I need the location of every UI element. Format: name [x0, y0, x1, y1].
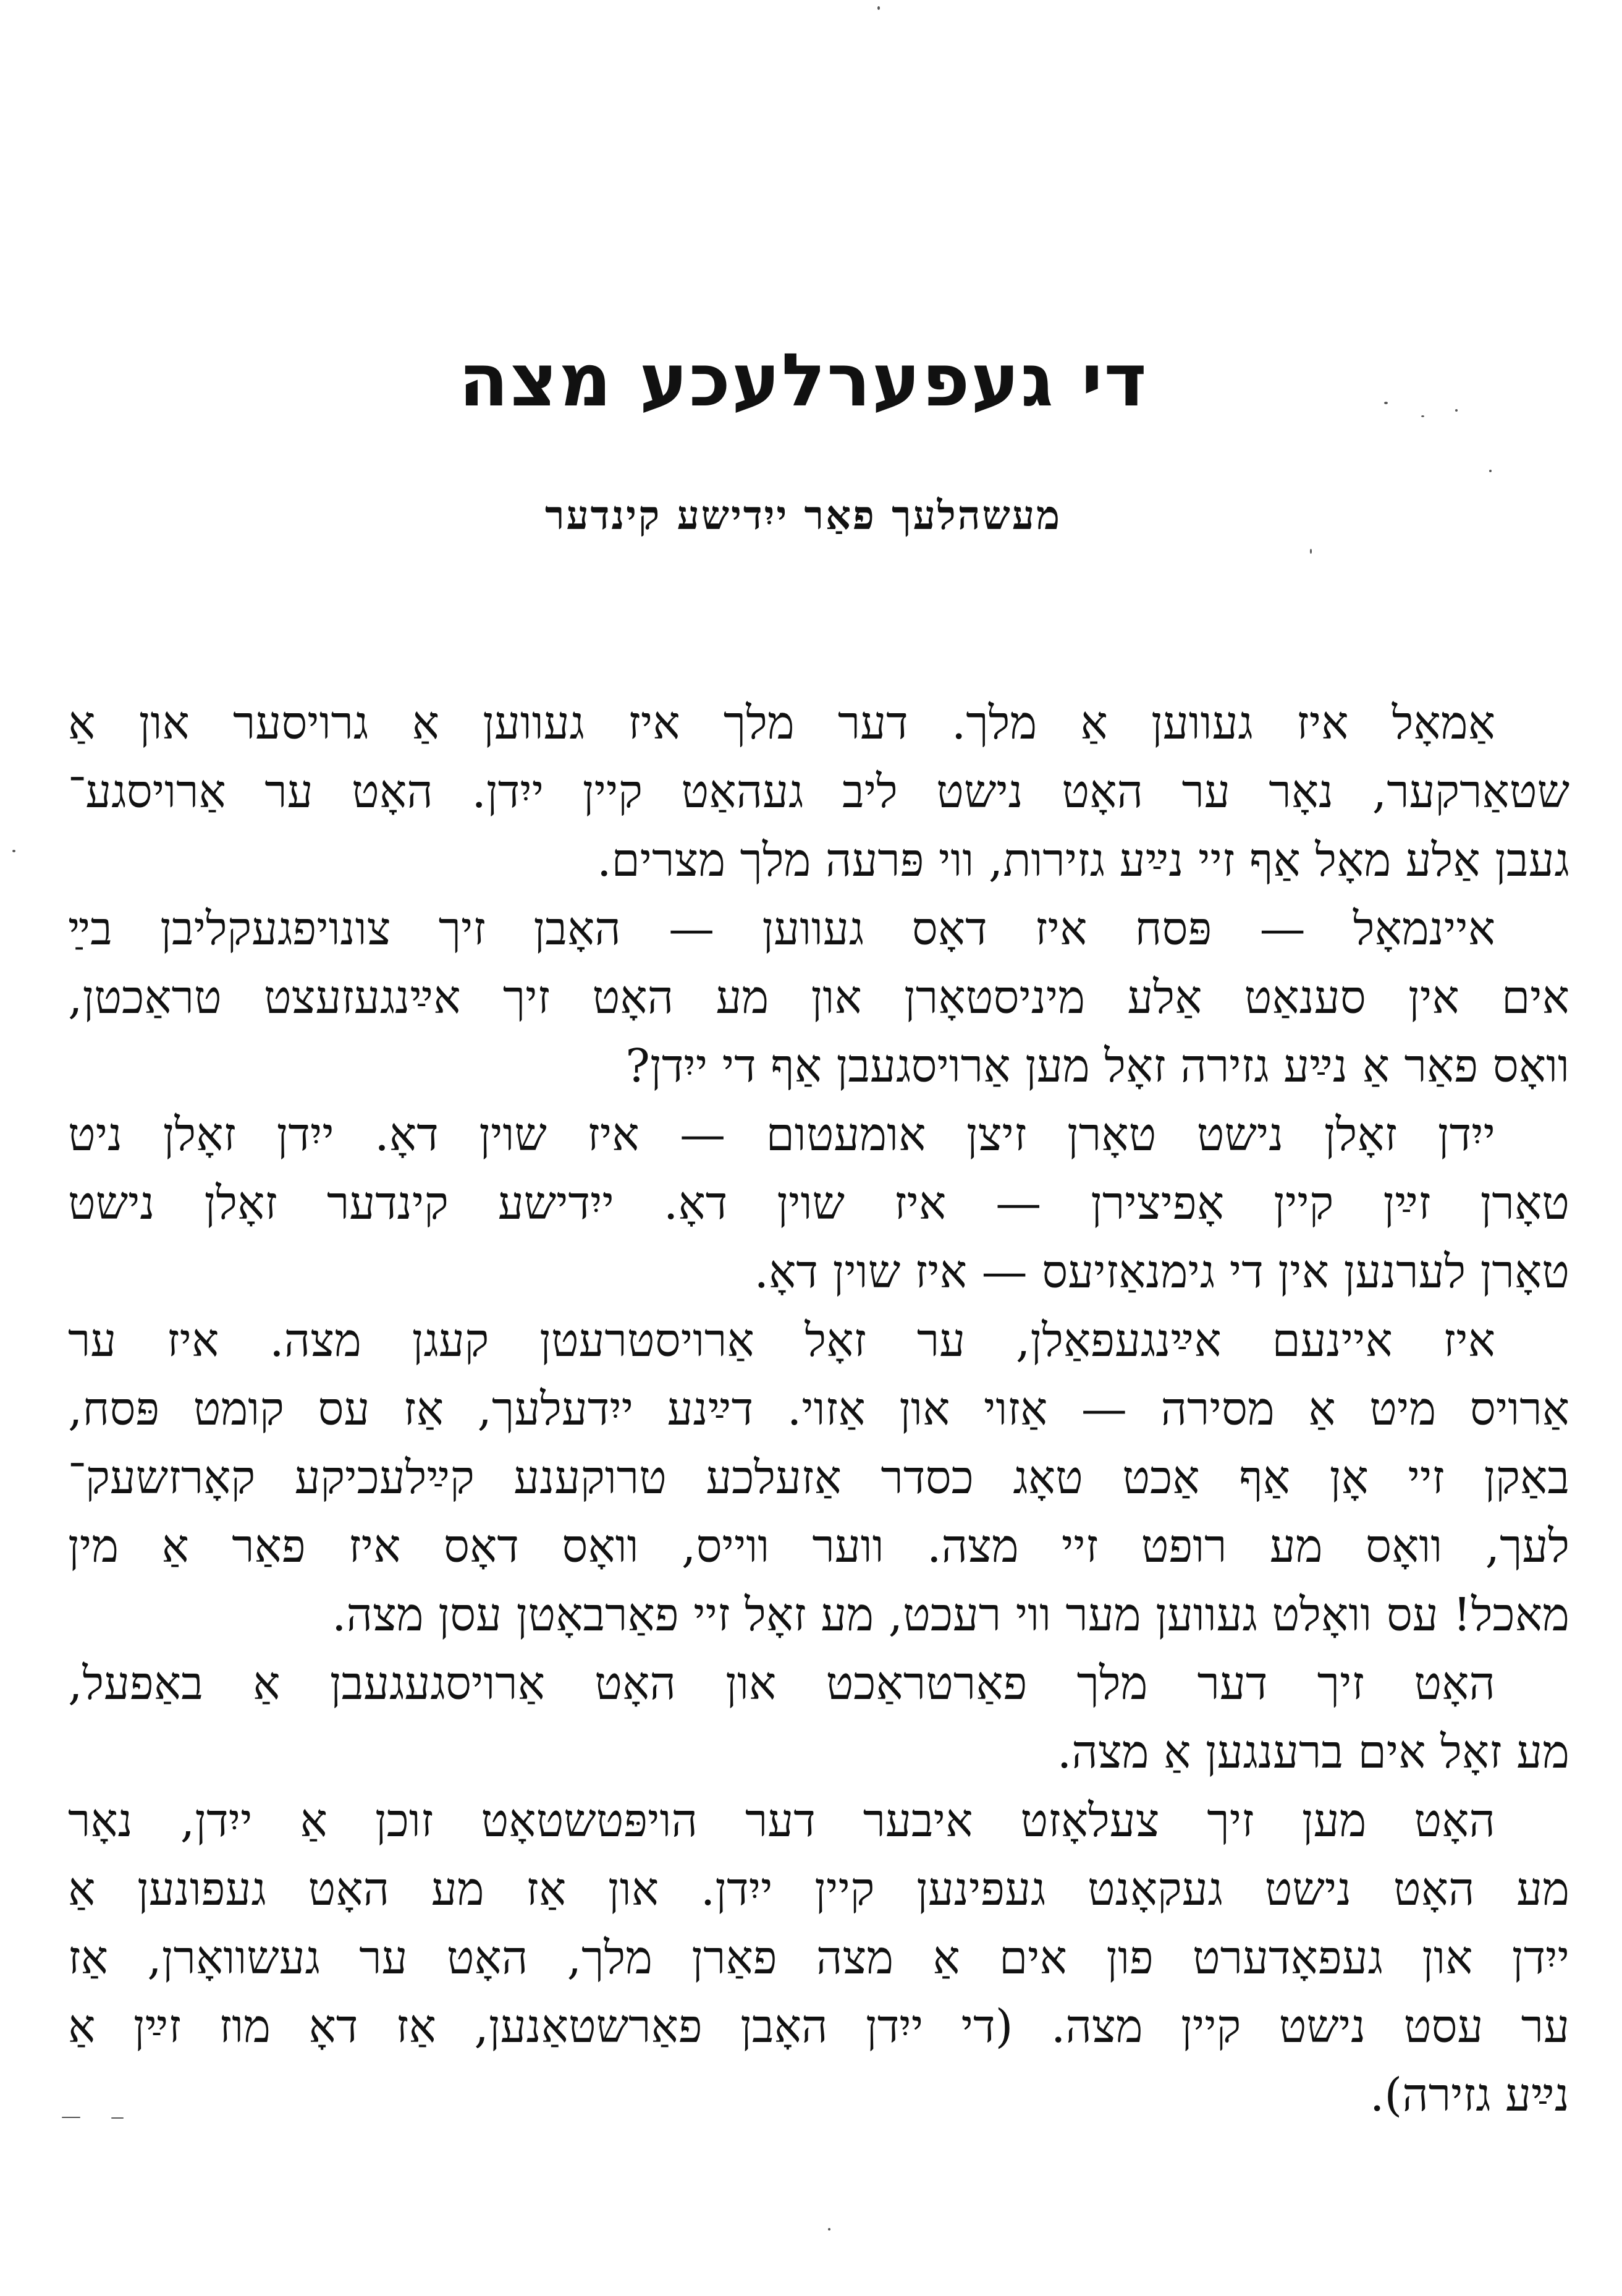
text-line: געבן אַלע מאָל אַף זיי נײַע גזירות, ווי פּרעה מלך מצרים.: [596, 834, 1569, 887]
text-line: האָט זיך דער מלך פאַרטראַכט און האָט אַרויסגעגעבן אַ באַפעל,: [68, 1657, 1496, 1710]
text-line: מע האָט נישט געקאָנט געפינען קיין ייִדן. און אַז מע האָט געפונען אַ: [68, 1863, 1569, 1916]
paragraph: [68, 1650, 1569, 1787]
text-line: מע זאָל אים ברענגען אַ מצה.: [1057, 1726, 1569, 1779]
text-line: איינמאָל — פּסח איז דאָס געווען — האָבן זיך צונויפגעקליבן בײַ: [68, 902, 1495, 955]
text-line: ייִדן און געפאָדערט פון אים אַ מצה פאַרן מלך, האָט ער געשוואָרן, אַז: [68, 1931, 1569, 1985]
text-line: אים אין סענאַט אַלע מיניסטאָרן און מע האָט זיך אײַנגעזעצט טראַכטן,: [68, 971, 1569, 1024]
scan-speck: [12, 850, 15, 852]
scan-speck: [877, 6, 880, 10]
text-line: אַמאָל איז געווען אַ מלך. דער מלך איז געווען אַ גרויסער און אַ: [68, 697, 1495, 750]
text-line: ער עסט נישט קיין מצה. (די ייִדן האָבן פאַרשטאַנען, אַז דאָ מוז זײַן אַ: [68, 2000, 1569, 2053]
paragraph: [68, 689, 1569, 895]
text-line: שטאַרקער, נאָר ער האָט נישט ליב געהאַט קיין ייִדן. האָט ער אַרויסגע־: [68, 765, 1569, 818]
scan-speck: [1455, 409, 1458, 412]
scan-speck: [1384, 402, 1388, 404]
text-line: אַרויס מיט אַ מסירה — אַזוי און אַזוי. דײַנע ייִדעלעך, אַז עס קומט פּסח,: [68, 1383, 1569, 1436]
text-line: טאָרן זײַן קיין אָפיצירן — איז שוין דאָ. ייִדישע קינדער זאָלן נישט: [68, 1177, 1569, 1230]
page-title: די געפערלעכע מצה: [458, 337, 1148, 423]
paragraph: [68, 1307, 1569, 1650]
page-subtitle: מעשהלעך פאַר ייִדישע קינדער: [545, 493, 1062, 539]
scan-speck: [111, 2117, 124, 2119]
text-line: האָט מען זיך צעלאָזט איבער דער הויפּטשטאָט זוכן אַ ייִדן, נאָר: [68, 1794, 1495, 1847]
scan-speck: [62, 2117, 80, 2118]
text-line: באַקן זיי אָן אַף אַכט טאָג כסדר אַזעלכע טרוקענע קײַלעכיקע קאָרזשעק־: [68, 1451, 1569, 1504]
text-line: ייִדן זאָלן נישט טאָרן זיצן אומעטום — איז שוין דאָ. ייִדן זאָלן ניט: [68, 1108, 1495, 1161]
story-body: [68, 689, 1569, 2130]
text-line: לעך, וואָס מע רופט זיי מצה. ווער ווייס, וואָס דאָס איז פאַר אַ מין: [68, 1520, 1569, 1573]
scan-speck: [828, 2228, 830, 2230]
scan-speck: [1421, 415, 1424, 417]
text-line: טאָרן לערנען אין די גימנאַזיעס — איז שוין דאָ.: [754, 1245, 1569, 1298]
scan-speck: [1310, 549, 1312, 554]
paragraph: [68, 895, 1569, 1101]
text-line: נײַע גזירה).: [1369, 2069, 1569, 2122]
text-line: מאכל! עס וואָלט געווען מער ווי רעכט, מע זאָל זיי פאַרבאָטן עסן מצה.: [331, 1588, 1569, 1642]
paragraph: [68, 1787, 1569, 2130]
text-line: וואָס פאַר אַ נײַע גזירה זאָל מען אַרויסגעבן אַף די ייִדן?: [625, 1040, 1569, 1093]
paragraph: [68, 1101, 1569, 1307]
scan-speck: [1489, 470, 1492, 472]
text-line: איז איינעם אײַנגעפאַלן, ער זאָל אַרויסטרעטן קעגן מצה. איז ער: [68, 1314, 1495, 1367]
